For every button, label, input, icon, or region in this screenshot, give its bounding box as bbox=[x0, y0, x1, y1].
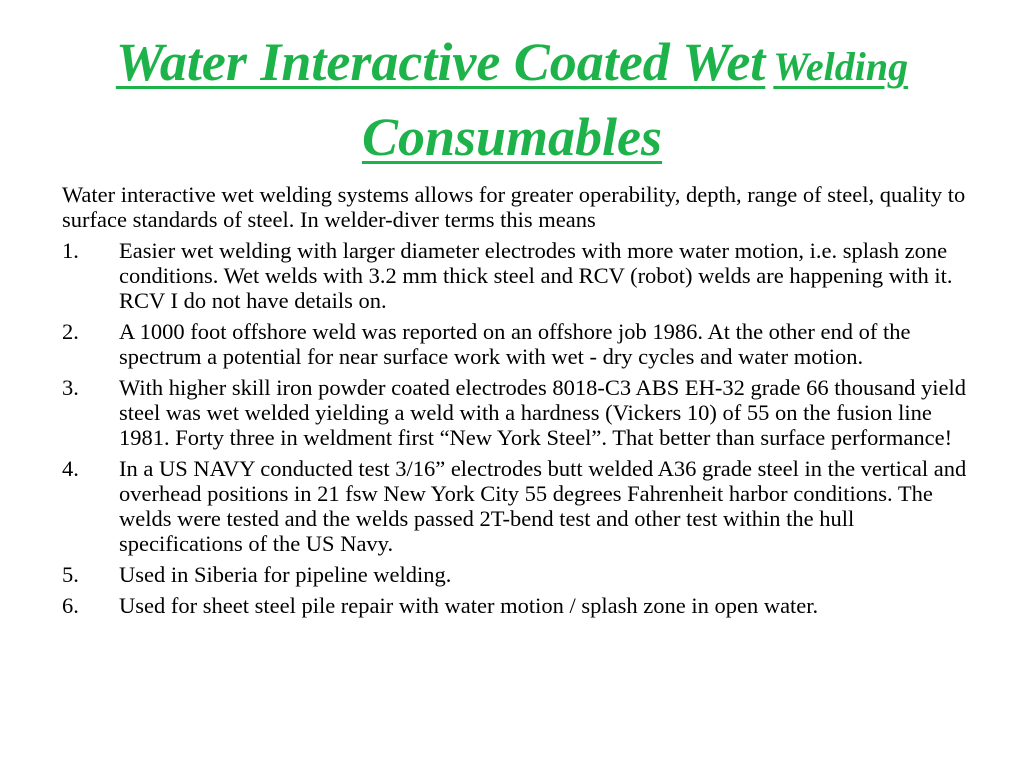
list-item-text: A 1000 foot offshore weld was reported on an offshore job 1986. At the other end of the spectrum a potential for near surface work with wet - dry cycles and water motion. bbox=[119, 319, 911, 369]
list-item-number: 4. bbox=[62, 456, 79, 481]
slide-body bbox=[62, 182, 972, 624]
list-item-number: 5. bbox=[62, 562, 79, 587]
list-item-text: Used for sheet steel pile repair with water motion / splash zone in open water. bbox=[119, 593, 819, 618]
list-item-number: 2. bbox=[62, 319, 79, 344]
list-item-text: Used in Siberia for pipeline welding. bbox=[119, 562, 452, 587]
list-item bbox=[62, 319, 972, 369]
title-line2: Consumables bbox=[361, 107, 663, 167]
list-item bbox=[62, 593, 972, 618]
list-item bbox=[62, 375, 972, 450]
list-item-number: 6. bbox=[62, 593, 79, 618]
slide-title bbox=[40, 28, 984, 178]
list-item-number: 1. bbox=[62, 238, 79, 263]
list-item-text: In a US NAVY conducted test 3/16” electrodes butt welded A36 grade steel in the vertical and overhead positions in 21 fsw New York City 55 degrees Fahrenheit harbor conditions. The welds were tested and the welds passed 2T-bend test and other test within the hull specifications of the US Navy. bbox=[119, 456, 967, 556]
numbered-list bbox=[62, 238, 972, 618]
list-item-text: Easier wet welding with larger diameter electrodes with more water motion, i.e. splash zone conditions. Wet welds with 3.2 mm thick steel and RCV (robot) welds are happening with it. RCV I do not have details on. bbox=[119, 238, 953, 313]
list-item-number: 3. bbox=[62, 375, 79, 400]
list-item-text: With higher skill iron powder coated electrodes 8018-C3 ABS EH-32 grade 66 thousand yield steel was wet welded yielding a weld with a hardness (Vickers 10) of 55 on the fusion line 1981. Forty three in weldment first “New York Steel”. That better than surface performance! bbox=[119, 375, 967, 450]
list-item bbox=[62, 562, 972, 587]
title-line1-small: Welding bbox=[773, 44, 909, 89]
list-item bbox=[62, 456, 972, 556]
intro-paragraph: Water interactive wet welding systems allows for greater operability, depth, range of steel, quality to surface standards of steel. In welder-diver terms this means bbox=[62, 182, 966, 232]
list-item bbox=[62, 238, 972, 313]
title-line1-large: Water Interactive Coated Wet bbox=[115, 32, 766, 92]
